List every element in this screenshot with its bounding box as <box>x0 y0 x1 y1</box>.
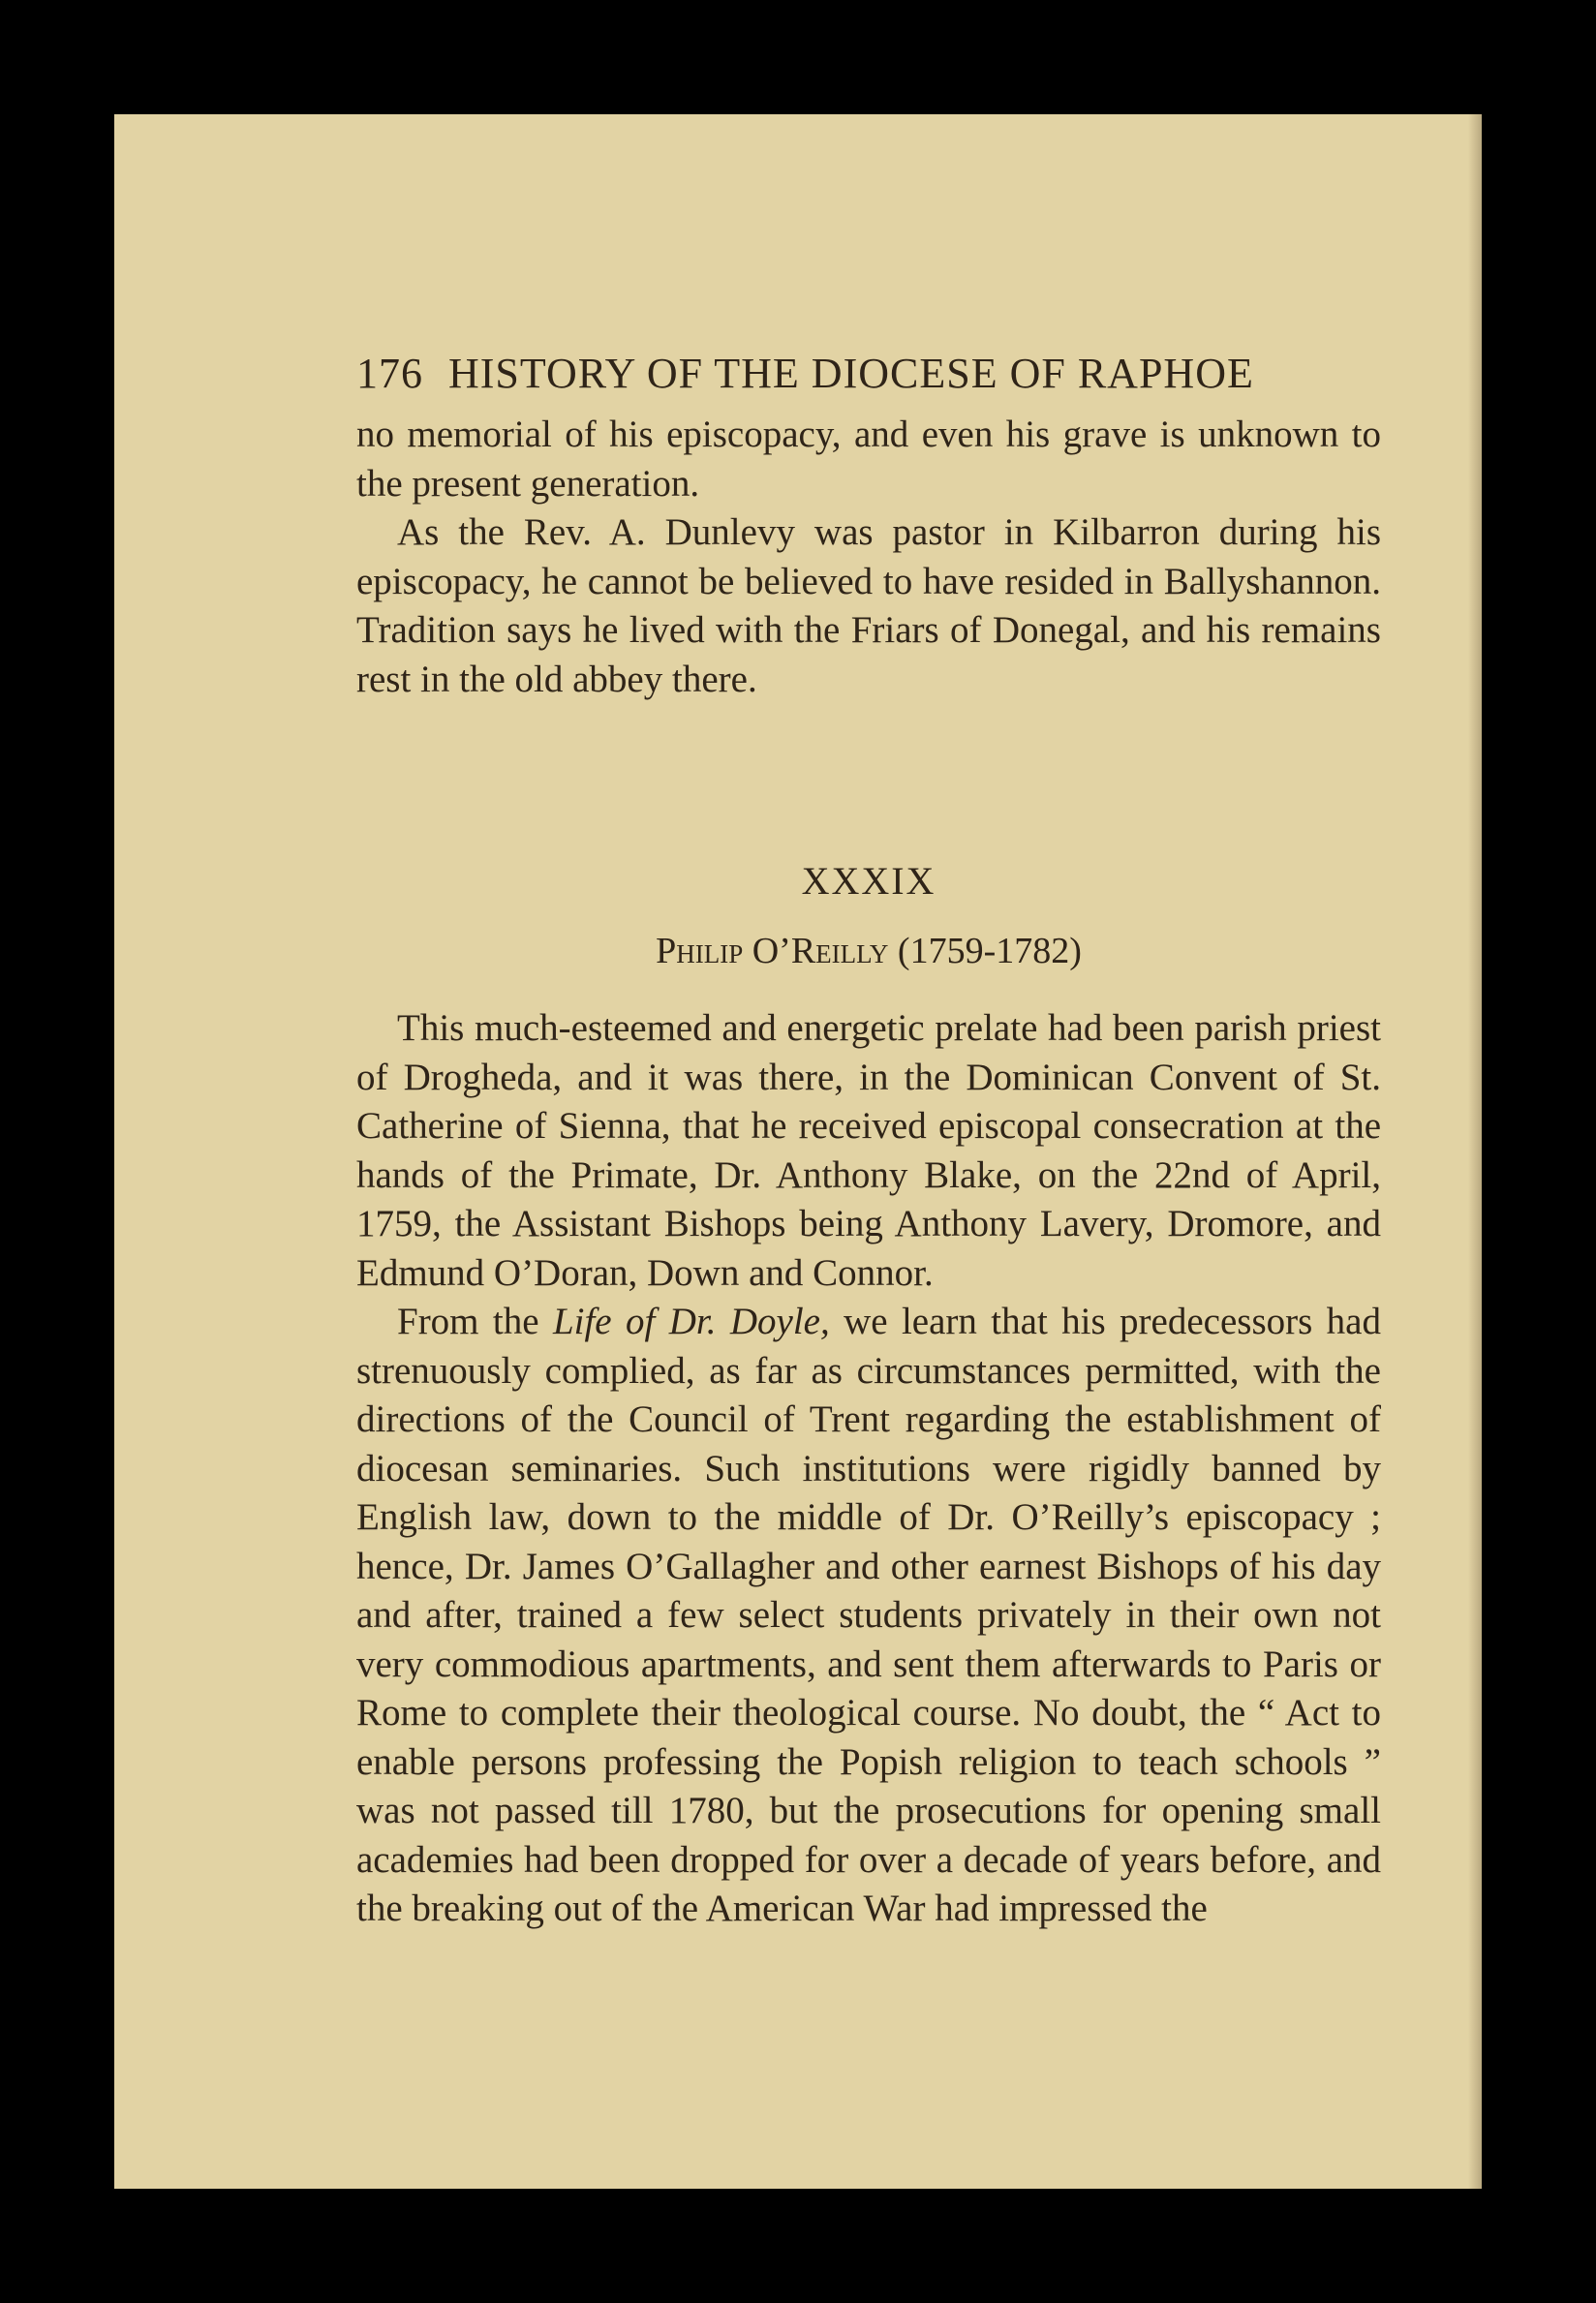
book-title-life-of-dr-doyle: Life of Dr. Doyle, <box>552 1301 830 1342</box>
section-number: XXXIX <box>801 859 936 903</box>
paragraph-seminaries-start: From the <box>397 1301 553 1342</box>
paragraph-dunlevy: As the Rev. A. Dunlevy was pastor in Kilbarron during his episcopacy, he cannot be believed to have resided in Ballyshannon. Tradition says he lived with the Friars of Donegal, and his remains rest in the old abbey there. <box>356 511 1381 700</box>
paragraph-consecration: This much-esteemed and energetic prelate had been parish priest of Drogheda, and it was there, in the Dominican Convent of St. Catherine of Sienna, that he received episcopal consecration at the hands of the Primate, Dr. Anthony Blake, on the 22nd of April, 1759, the Assistant Bishops being Anthony Lavery, Dromore, and Edmund O’Doran, Down and Connor. <box>356 1007 1381 1294</box>
section-title: Philip O’Reilly (1759-1782) <box>656 931 1082 971</box>
paragraph-seminaries-rest: we learn that his predecessors had strenuously complied, as far as circumstances permitted, with the directions of the Council of Trent regarding the establishment of diocesan seminaries. Such institutions were rigidly banned by English law, down to the middle of Dr. O’Reilly’s episcopacy ; hence, Dr. James O’Gallagher and other earnest Bishops of his day and after, trained a few select students privately in their own not very commodious apartments, and sent them afterwards to Paris or Rome to complete their theological course. No doubt, the “ Act to enable persons professing the Popish religion to teach schools ” was not passed till 1780, but the prosecutions for opening small academies had been dropped for over a decade of years before, and the breaking out of the American War had impressed the <box>356 1301 1381 1929</box>
paragraph-continuation: no memorial of his episcopacy, and even his grave is unknown to the present generation. <box>356 414 1381 505</box>
page-number: 176 <box>356 350 423 397</box>
page-edge-shadow <box>1468 114 1482 2189</box>
running-head <box>356 347 1381 401</box>
paragraph-seminaries <box>356 1298 1381 1934</box>
page-text-block <box>356 347 1381 1934</box>
book-page <box>114 114 1482 2189</box>
running-title: HISTORY OF THE DIOCESE OF RAPHOE <box>448 350 1254 397</box>
